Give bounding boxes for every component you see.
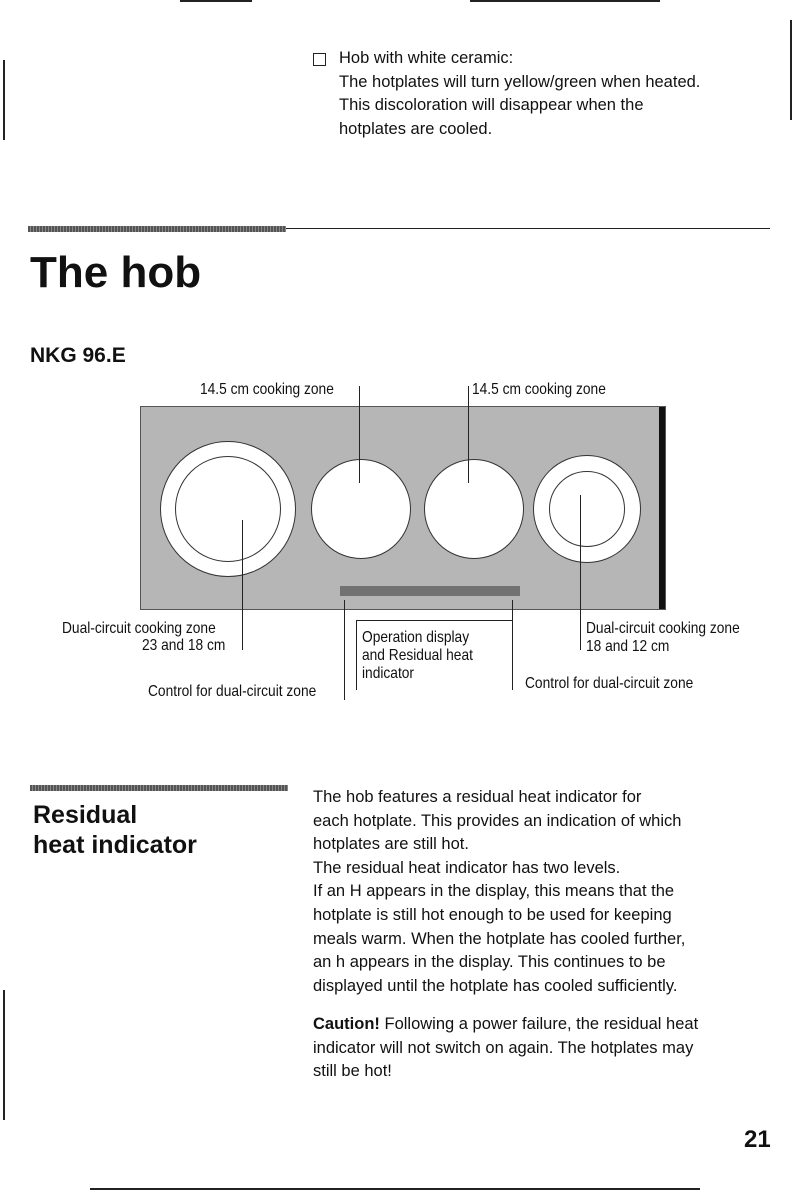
label-right-line1: Dual-circuit cooking zone <box>586 620 740 637</box>
cooking-zone-right-inner <box>549 471 625 547</box>
label-control-right: Control for dual-circuit zone <box>525 675 694 692</box>
cooking-zone-left-inner <box>175 456 281 562</box>
bullet-checkbox-icon <box>313 53 326 66</box>
body-line: hotplates are still hot. <box>313 835 469 854</box>
cooking-zone-mid-left <box>311 459 411 559</box>
scan-mark <box>3 60 5 140</box>
body-line: The hob features a residual heat indicator for <box>313 788 642 806</box>
scan-mark <box>90 1188 700 1190</box>
leader-line <box>356 620 512 621</box>
label-left-line1: Dual-circuit cooking zone <box>62 620 216 637</box>
intro-title: Hob with white ceramic: <box>339 49 514 67</box>
page-number: 21 <box>744 1126 771 1153</box>
leader-line <box>468 386 469 483</box>
label-top-right: 14.5 cm cooking zone <box>472 381 606 398</box>
leader-line <box>580 495 581 650</box>
leader-line <box>512 600 513 690</box>
residual-heading-line: heat indicator <box>33 831 197 859</box>
residual-heading <box>33 800 197 860</box>
body-line: each hotplate. This provides an indication of which <box>313 811 682 830</box>
label-control-left: Control for dual-circuit zone <box>148 683 317 700</box>
control-display-strip <box>340 586 520 596</box>
intro-line: hotplates are cooled. <box>339 119 493 138</box>
caution-line: still be hot! <box>313 1062 392 1081</box>
label-top-left: 14.5 cm cooking zone <box>200 381 334 398</box>
body-line: If an H appears in the display, this means that the <box>313 882 675 901</box>
leader-line <box>242 520 243 650</box>
label-left-line2: 23 and 18 cm <box>142 637 226 654</box>
section-title: The hob <box>30 248 202 297</box>
cooking-zone-mid-right <box>424 459 524 559</box>
section-rule <box>286 228 770 229</box>
scan-mark <box>790 20 792 120</box>
leader-line <box>359 386 360 483</box>
intro-block <box>339 47 700 141</box>
body-line: meals warm. When the hotplate has cooled further, <box>313 929 686 948</box>
intro-line: This discoloration will disappear when the <box>339 96 644 114</box>
residual-body <box>313 786 773 998</box>
leader-line <box>356 620 357 690</box>
scan-mark <box>470 0 660 2</box>
caution-block <box>313 1013 773 1084</box>
residual-bar <box>30 785 288 791</box>
caution-line: Following a power failure, the residual heat <box>379 1015 699 1033</box>
label-operation-line: Operation display <box>362 629 470 646</box>
scan-mark <box>180 0 252 2</box>
caution-label: Caution! <box>313 1015 380 1033</box>
label-operation-line: and Residual heat <box>362 647 473 664</box>
scan-mark <box>3 990 5 1120</box>
intro-line: The hotplates will turn yellow/green when heated. <box>339 72 701 91</box>
caution-line: indicator will not switch on again. The hotplates may <box>313 1038 694 1057</box>
hob-edge <box>659 407 665 609</box>
body-line: The residual heat indicator has two levels. <box>313 858 621 877</box>
model-name: NKG 96.E <box>30 344 126 367</box>
body-line: hotplate is still hot enough to be used for keeping <box>313 905 672 924</box>
body-line: an h appears in the display. This continues to be <box>313 953 666 972</box>
label-operation <box>362 629 473 683</box>
residual-heading-line: Residual <box>33 801 138 829</box>
leader-line <box>344 600 345 700</box>
body-line: displayed until the hotplate has cooled sufficiently. <box>313 976 678 995</box>
label-operation-line: indicator <box>362 665 415 682</box>
section-bar <box>28 226 286 232</box>
label-right-line2: 18 and 12 cm <box>586 638 670 655</box>
